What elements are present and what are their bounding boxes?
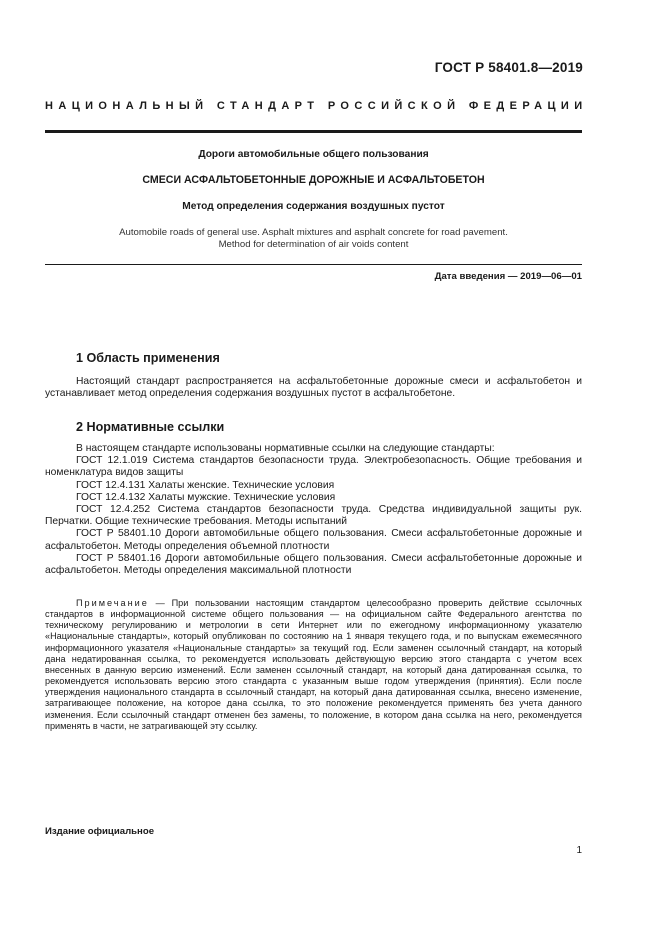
title-main: СМЕСИ АСФАЛЬТОБЕТОННЫЕ ДОРОЖНЫЕ И АСФАЛЬТОБЕТОН bbox=[142, 174, 485, 186]
title-english-line1: Automobile roads of general use. Asphalt mixtures and asphalt concrete for road pavement. bbox=[119, 227, 508, 238]
reference-item: ГОСТ 12.4.252 Система стандартов безопасности труда. Средства индивидуальной защиты рук. Перчатки. Общие технические требования. Методы испытаний bbox=[45, 504, 582, 528]
header-divider bbox=[45, 130, 582, 133]
reference-intro: В настоящем стандарте использованы нормативные ссылки на следующие стандарты: bbox=[76, 443, 495, 454]
reference-item: ГОСТ Р 58401.10 Дороги автомобильные общего пользования. Смеси асфальтобетонные дорожные и асфальтобетон. Методы определения объемной плотности bbox=[45, 528, 582, 552]
section-1-paragraph: Настоящий стандарт распространяется на асфальтобетонные дорожные смеси и асфальтобетон и устанавливает метод определения содержания воздушных пустот в асфальтобетоне. bbox=[45, 376, 582, 400]
note-text: — При пользовании настоящим стандартом целесообразно проверить действие ссылочных стандартов в информационной системе общего пользования — на официальном сайте Федерального агентства по техническому регулированию и метрологии в сети Интернет или по ежегодному информационному указателю «Национальные стандарты», который опубликован по состоянию на 1 января текущего года, и по выпускам ежемесячного информационного указателя «Национальные стандарты» за текущий год. Если заменен ссылочный стандарт, на который дана недатированная ссылка, то рекомендуется использовать действующую версию этого стандарта с учетом всех внесенных в данную версию изменений. Если заменен ссылочный стандарт, на который дана датированная ссылка, то рекомендуется использовать версию этого стандарта с указанным выше годом утверждения (принятия). Если после утверждения национального стандарта в ссылочный стандарт, на который дана датированная ссылка, внесено изменение, затрагивающее положение, на которое дана ссылка, то это положение рекомендуется применять без учета данного изменения. Если ссылочный стандарт отменен без замены, то положение, в котором дана ссылка на него, рекомендуется применять в части, не затрагивающей эту ссылку. bbox=[45, 598, 582, 731]
section-1-title: 1 Область применения bbox=[76, 351, 220, 365]
reference-item: ГОСТ 12.4.131 Халаты женские. Технические условия bbox=[76, 479, 335, 491]
reference-item: ГОСТ 12.4.132 Халаты мужские. Технические условия bbox=[76, 491, 336, 503]
section-2-title: 2 Нормативные ссылки bbox=[76, 420, 225, 434]
reference-item: ГОСТ 12.1.019 Система стандартов безопасности труда. Электробезопасность. Общие требования и номенклатура видов защиты bbox=[45, 455, 582, 479]
introduction-date: Дата введения — 2019—06—01 bbox=[434, 271, 582, 282]
section-1-body bbox=[45, 376, 582, 400]
note bbox=[45, 598, 582, 732]
title-divider bbox=[45, 264, 582, 265]
section-2-body bbox=[45, 443, 582, 577]
title-method: Метод определения содержания воздушных пустот bbox=[182, 201, 445, 212]
official-edition-label: Издание официальное bbox=[45, 826, 155, 837]
reference-item: ГОСТ Р 58401.16 Дороги автомобильные общего пользования. Смеси асфальтобетонные дорожные и асфальтобетон. Методы определения максимальной плотности bbox=[45, 552, 582, 577]
note-label: Примечание bbox=[76, 598, 149, 608]
title-english-line2: Method for determination of air voids content bbox=[218, 239, 409, 250]
page-number: 1 bbox=[576, 845, 582, 856]
gost-number: ГОСТ Р 58401.8—2019 bbox=[434, 60, 583, 75]
title-roads: Дороги автомобильные общего пользования bbox=[198, 149, 429, 160]
title-english bbox=[45, 227, 582, 251]
national-standard-heading: НАЦИОНАЛЬНЫЙ СТАНДАРТ РОССИЙСКОЙ ФЕДЕРАЦИИ bbox=[45, 100, 588, 112]
